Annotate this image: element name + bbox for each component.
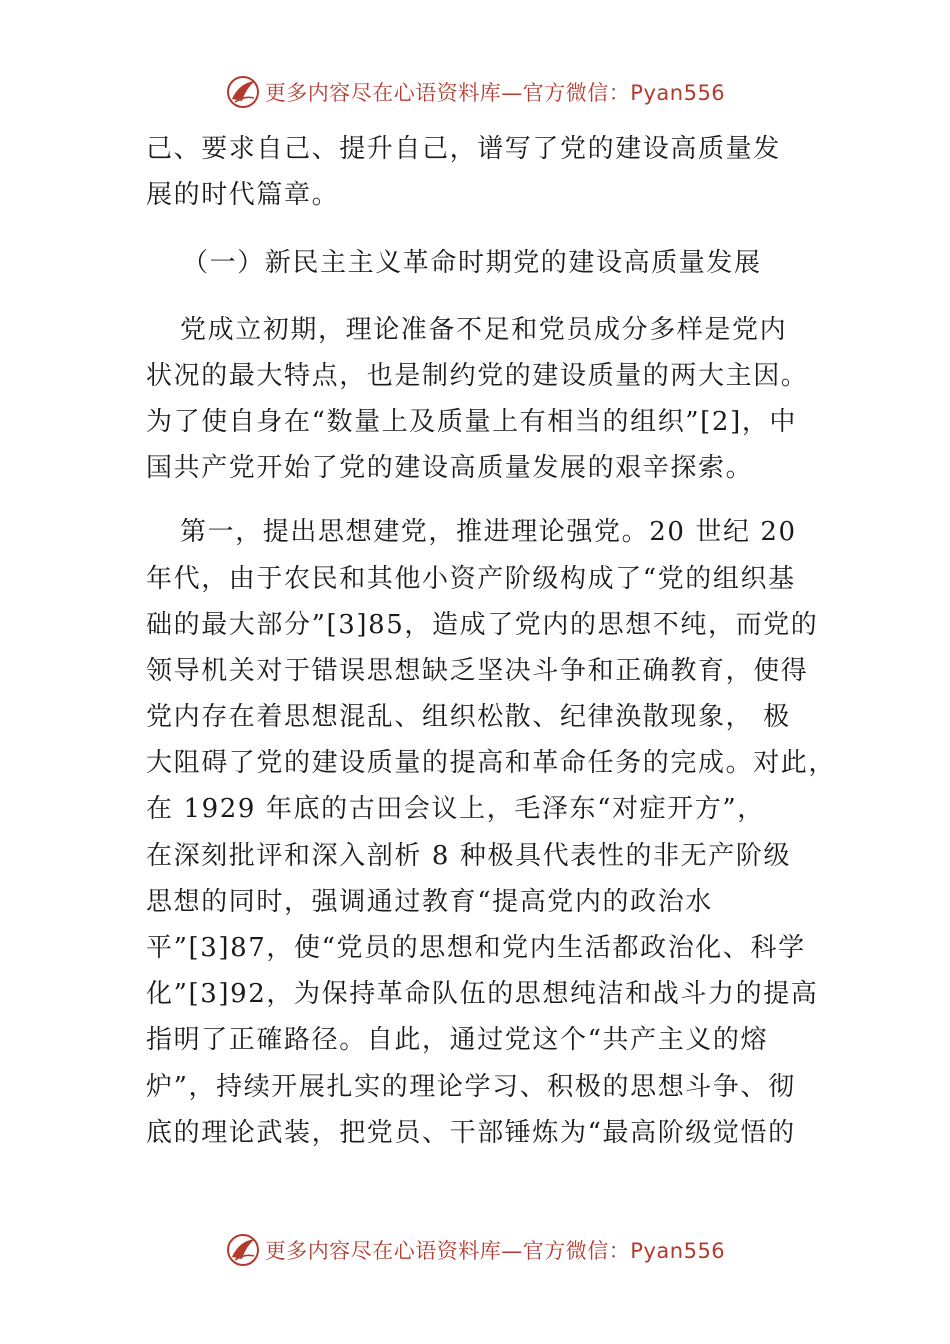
text-line: 第一，提出思想建党，推进理论强党。20 世纪 20	[180, 517, 797, 548]
paragraph-continuation	[146, 126, 836, 218]
text-line: 底的理论武装，把党员、干部锤炼为“最高阶级觉悟的	[146, 1117, 796, 1148]
footer-watermark	[0, 1228, 950, 1272]
text-line: 己、要求自己、提升自己，谱写了党的建设高质量发	[146, 134, 781, 164]
header-watermark	[0, 70, 950, 114]
text-line: 在 1929 年底的古田会议上，毛泽东“对症开方”，	[146, 794, 765, 825]
paragraph-1	[146, 307, 836, 492]
text-line: 党成立初期，理论准备不足和党员成分多样是党内	[180, 314, 788, 345]
document-body	[146, 126, 836, 1156]
text-line: 领导机关对于错误思想缺乏坚决斗争和正确教育，使得	[146, 655, 809, 686]
text-line: 础的最大部分”[3]85，造成了党内的思想不纯，而党的	[146, 609, 819, 640]
logo-icon	[225, 1232, 261, 1268]
text-line: 平”[3]87，使“党员的思想和党内生活都政治化、科学	[146, 933, 806, 963]
text-line: 化”[3]92，为保持革命队伍的思想纯洁和战斗力的提高	[146, 979, 819, 1010]
watermark-text: 更多内容尽在心语资料库—官方微信：Pyan556	[264, 1239, 726, 1263]
text-line: 展的时代篇章。	[146, 180, 340, 211]
text-line: 炉”，持续开展扎实的理论学习、积极的思想斗争、彻	[146, 1071, 796, 1102]
text-line: 思想的同时，强调通过教育“提高党内的政治水	[146, 886, 713, 917]
text-line: 为了使自身在“数量上及质量上有相当的组织”[2]，中	[146, 406, 798, 437]
logo-icon	[225, 74, 261, 110]
paragraph-2	[146, 509, 836, 1156]
text-line: 状况的最大特点，也是制约党的建设质量的两大主因。	[146, 360, 809, 391]
section-heading: （一）新民主主义革命时期党的建设高质量发展	[182, 248, 762, 279]
text-line: 国共产党开始了党的建设高质量发展的艰辛探索。	[146, 453, 754, 484]
text-line: 在深刻批评和深入剖析 8 种极具代表性的非无产阶级	[146, 840, 792, 871]
text-line: 党内存在着思想混乱、组织松散、纪律涣散现象， 极	[146, 702, 791, 733]
text-line: 年代，由于农民和其他小资产阶级构成了“党的组织基	[146, 563, 796, 594]
text-line: 指明了正確路径。自此，通过党这个“共产主义的熔	[146, 1025, 769, 1056]
text-line: 大阻碍了党的建设质量的提高和革命任务的完成。对此，	[146, 748, 837, 779]
watermark-text: 更多内容尽在心语资料库—官方微信：Pyan556	[264, 81, 726, 105]
